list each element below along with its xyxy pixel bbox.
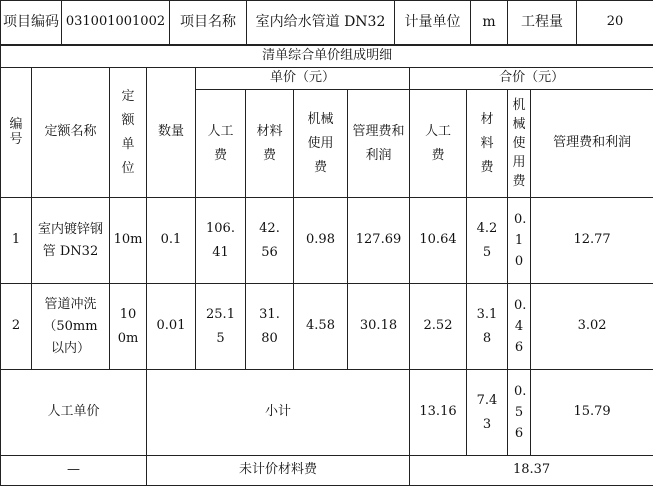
row-labor: 25.15	[196, 284, 246, 370]
row-labor: 106.41	[196, 198, 246, 284]
unpriced-row	[1, 456, 653, 486]
col-t-labor: 人工费	[410, 90, 467, 198]
subtotal-t-mgmt: 15.79	[531, 370, 653, 456]
col-quota-name: 定额名称	[32, 68, 110, 198]
row-no: 1	[1, 198, 32, 284]
col-machine: 机械使用费	[294, 90, 348, 198]
row-quota-name: 室内镀锌钢管 DN32	[32, 198, 110, 284]
col-unit-price-group: 单价（元）	[196, 68, 410, 90]
row-no: 2	[1, 284, 32, 370]
row-t-mgmt: 12.77	[531, 198, 653, 284]
subtotal-t-machine: 0.56	[508, 370, 531, 456]
row-quota-name: 管道冲洗（50mm 以内）	[32, 284, 110, 370]
col-no: 编号	[1, 68, 32, 198]
col-qty: 数量	[147, 68, 196, 198]
row-t-material: 4.25	[467, 198, 508, 284]
row-t-labor: 2.52	[410, 284, 467, 370]
row-material: 42.56	[246, 198, 294, 284]
unit-label: 计量单位	[395, 1, 471, 45]
row-mgmt: 30.18	[348, 284, 410, 370]
project-code: 031001001002	[62, 1, 170, 45]
detail-title: 清单综合单价组成明细	[1, 46, 653, 68]
row-t-mgmt: 3.02	[531, 284, 653, 370]
row-t-labor: 10.64	[410, 198, 467, 284]
header-table	[0, 0, 653, 45]
row-t-machine: 0.10	[508, 198, 531, 284]
subtotal-row	[1, 370, 653, 456]
col-quota-unit: 定额单位	[110, 68, 147, 198]
unpriced-left: —	[1, 456, 147, 486]
col-labor: 人工费	[196, 90, 246, 198]
detail-table	[0, 45, 653, 486]
row-machine: 4.58	[294, 284, 348, 370]
row-material: 31.80	[246, 284, 294, 370]
col-material: 材料费	[246, 90, 294, 198]
col-mgmt: 管理费和利润	[348, 90, 410, 198]
subtotal-t-material: 7.43	[467, 370, 508, 456]
subtotal-left-label: 人工单价	[1, 370, 147, 456]
unpriced-value: 18.37	[410, 456, 653, 486]
row-quota-unit: 100m	[110, 284, 147, 370]
unit-value: m	[471, 1, 508, 45]
row-machine: 0.98	[294, 198, 348, 284]
col-t-mgmt: 管理费和利润	[531, 90, 653, 198]
subtotal-t-labor: 13.16	[410, 370, 467, 456]
row-t-machine: 0.46	[508, 284, 531, 370]
table-row	[1, 284, 653, 370]
unpriced-label: 未计价材料费	[147, 456, 410, 486]
col-t-machine: 机械使用费	[508, 90, 531, 198]
row-mgmt: 127.69	[348, 198, 410, 284]
row-quota-unit: 10m	[110, 198, 147, 284]
row-qty: 0.01	[147, 284, 196, 370]
quantity-value: 20	[577, 1, 653, 45]
col-t-material: 材料费	[467, 90, 508, 198]
row-t-material: 3.18	[467, 284, 508, 370]
project-name: 室内给水管道 DN32	[247, 1, 395, 45]
subtotal-label: 小计	[147, 370, 410, 456]
table-row	[1, 198, 653, 284]
quantity-label: 工程量	[508, 1, 577, 45]
project-name-label: 项目名称	[170, 1, 247, 45]
project-code-label: 项目编码	[1, 1, 62, 45]
col-total-price-group: 合价（元）	[410, 68, 653, 90]
row-qty: 0.1	[147, 198, 196, 284]
